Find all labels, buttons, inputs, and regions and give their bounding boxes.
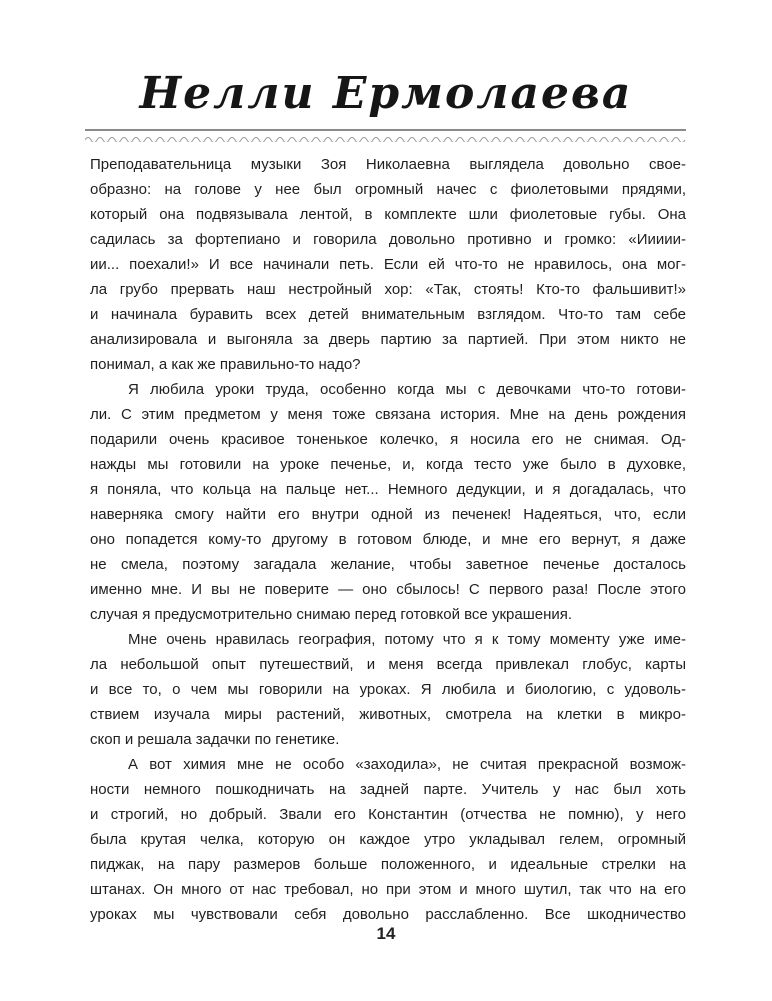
text-line: нажды мы готовили на уроке печенье, и, когда тесто уже было в духовке,: [90, 456, 686, 473]
text-line: наверняка смогу найти его внутри одной из печенек! Надеяться, что, если: [90, 506, 686, 523]
text-line: подарили очень красивое тоненькое колечко, я носила его не снимая. Од-: [90, 431, 686, 448]
text-line: который она подвязывала лентой, в комплекте шли фиолетовые губы. Она: [90, 206, 686, 223]
text-line: ли. С этим предметом у меня тоже связана история. Мне на день рождения: [90, 406, 686, 423]
text-line: ла небольшой опыт путешествий, и меня всегда привлекал глобус, карты: [90, 656, 686, 673]
body-text: [90, 152, 686, 927]
text-line: садилась за фортепиано и говорила довольно противно и громко: «Иииии-: [90, 231, 686, 248]
text-line: уроках мы чувствовали себя довольно расслабленно. Все шкодничество: [90, 906, 686, 923]
title-separator: [85, 129, 686, 142]
text-line: ности немного пошкодничать на задней парте. Учитель у нас был хоть: [90, 781, 686, 798]
text-line: случая я предусмотрительно снимаю перед готовкой все украшения.: [90, 606, 573, 623]
wave-ornament: [85, 134, 686, 142]
text-line: Я любила уроки труда, особенно когда мы с девочками что-то готови-: [128, 381, 686, 398]
text-line: ла грубо прервать наш нестройный хор: «Так, стоять! Кто-то фальшивит!»: [90, 281, 686, 298]
text-line: и начинала буравить всех детей внимательным взглядом. Что-то там себе: [90, 306, 686, 323]
text-line: понимал, а как же правильно-то надо?: [90, 356, 361, 373]
text-line: пиджак, на пару размеров больше положенного, и идеальные стрелки на: [90, 856, 686, 873]
text-line: была крутая челка, которую он каждое утро укладывал гелем, огромный: [90, 831, 686, 848]
text-line: скоп и решала задачки по генетике.: [90, 731, 340, 748]
text-line: А вот химия мне не особо «заходила», не считая прекрасной возмож-: [128, 756, 686, 773]
text-line: Мне очень нравилась география, потому что я к тому моменту уже име-: [128, 631, 686, 648]
horizontal-rule: [85, 129, 686, 131]
text-line: оно попадется кому-то другому в готовом блюде, и мне его вернут, я даже: [90, 531, 686, 548]
text-line: анализировала и выгоняла за дверь партию за партией. При этом никто не: [90, 331, 686, 348]
page-title: Нелли Ермолаева: [139, 68, 633, 119]
text-line: я поняла, что кольца на пальце нет... Немного дедукции, и я догадалась, что: [90, 481, 686, 498]
text-line: и строгий, но добрый. Звали его Константин (отчества не помню), у него: [90, 806, 686, 823]
text-line: не смела, поэтому загадала желание, чтобы заветное печенье досталось: [90, 556, 686, 573]
text-line: образно: на голове у нее был огромный начес с фиолетовыми прядями,: [90, 181, 686, 198]
text-line: Преподавательница музыки Зоя Николаевна выглядела довольно свое-: [90, 156, 686, 173]
text-line: штанах. Он много от нас требовал, но при этом и много шутил, так что на его: [90, 881, 686, 898]
text-line: ии... поехали!» И все начинали петь. Если ей что-то не нравилось, она мог-: [90, 256, 686, 273]
text-line: именно мне. И вы не поверите — оно сбылось! С первого раза! После этого: [90, 581, 686, 598]
text-line: и все то, о чем мы говорили на уроках. Я любила и биологию, с удоволь-: [90, 681, 686, 698]
page-number: 14: [376, 924, 396, 943]
text-line: ствием изучала миры растений, животных, смотрела на клетки в микро-: [90, 706, 686, 723]
